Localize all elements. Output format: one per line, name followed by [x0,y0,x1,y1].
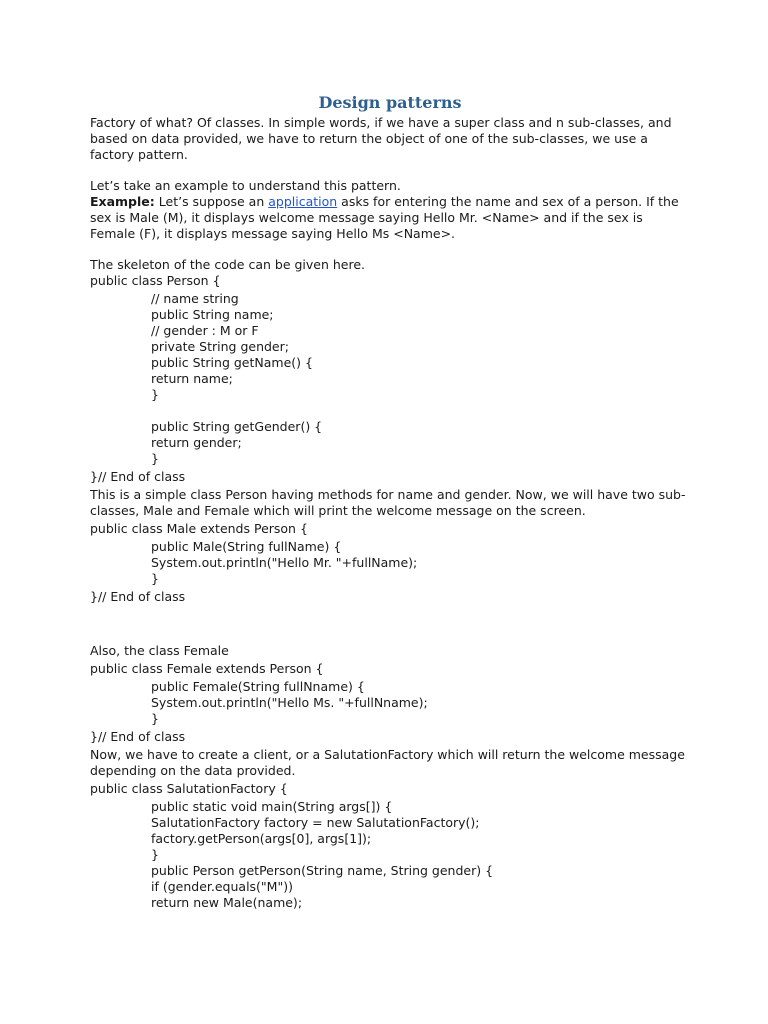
code-line: return name; [151,371,233,386]
skeleton-intro: The skeleton of the code can be given here. [90,257,366,272]
code-line: }// End of class [90,729,186,744]
factory-class-code [90,781,690,911]
code-line: System.out.println("Hello Mr. "+fullName); [151,555,418,570]
code-line: public class Male extends Person { [90,521,308,536]
code-line: System.out.println("Hello Ms. "+fullNname); [151,695,428,710]
code-line: public class SalutationFactory { [90,781,288,796]
code-line: if (gender.equals("M")) [151,879,293,894]
female-class-code [90,659,690,745]
code-line: } [151,711,159,726]
example-label: Example: [90,194,155,209]
code-line: return gender; [151,435,242,450]
code-line: // name string [151,291,239,306]
code-line: return new Male(name); [151,895,303,910]
application-link[interactable]: application [268,194,338,209]
female-intro: Also, the class Female [90,643,229,658]
code-line: public String getGender() { [151,419,323,434]
code-line: }// End of class [90,589,186,604]
intro-paragraph: Factory of what? Of classes. In simple words, if we have a super class and n sub-classes, and based on data provided, we have to return the object of one of the sub-classes, we use a factory pattern. [90,115,672,162]
code-line: public String getName() { [151,355,313,370]
code-line: public Female(String fullNname) { [151,679,365,694]
code-line: public class Female extends Person { [90,661,324,676]
code-line: public class Person { [90,273,221,288]
code-line: } [151,571,159,586]
male-class-code [90,521,690,605]
code-line: SalutationFactory factory = new SalutationFactory(); [151,815,480,830]
document-page [90,92,690,911]
code-line: } [151,387,159,402]
code-line: public static void main(String args[]) { [151,799,393,814]
person-description: This is a simple class Person having methods for name and gender. Now, we will have two sub-classes, Male and Female which will print the welcome message on the screen. [90,487,686,518]
page-title: Design patterns [318,93,462,112]
code-line: }// End of class [90,469,186,484]
code-line-blank [90,403,690,419]
code-line: public String name; [151,307,274,322]
factory-description: Now, we have to create a client, or a SalutationFactory which will return the welcome message depending on the data provided. [90,747,685,778]
code-line: public Male(String fullName) { [151,539,342,554]
code-line: public Person getPerson(String name, String gender) { [151,863,494,878]
example-text-before: Let’s suppose an [154,194,269,209]
lead-paragraph: Let’s take an example to understand this pattern. [90,178,401,193]
code-line: } [151,451,159,466]
code-line: // gender : M or F [151,323,259,338]
example-text-after: asks for entering the name and sex of a person. If the sex is Male (M), it displays welcome message saying Hello Mr. <Name> and if the sex is Female (F), it displays message saying Hello Ms <Name>. [90,194,679,241]
code-line: } [151,847,159,862]
example-paragraph [90,194,690,242]
code-line: private String gender; [151,339,289,354]
person-class-code [90,273,690,485]
code-line: factory.getPerson(args[0], args[1]); [151,831,372,846]
